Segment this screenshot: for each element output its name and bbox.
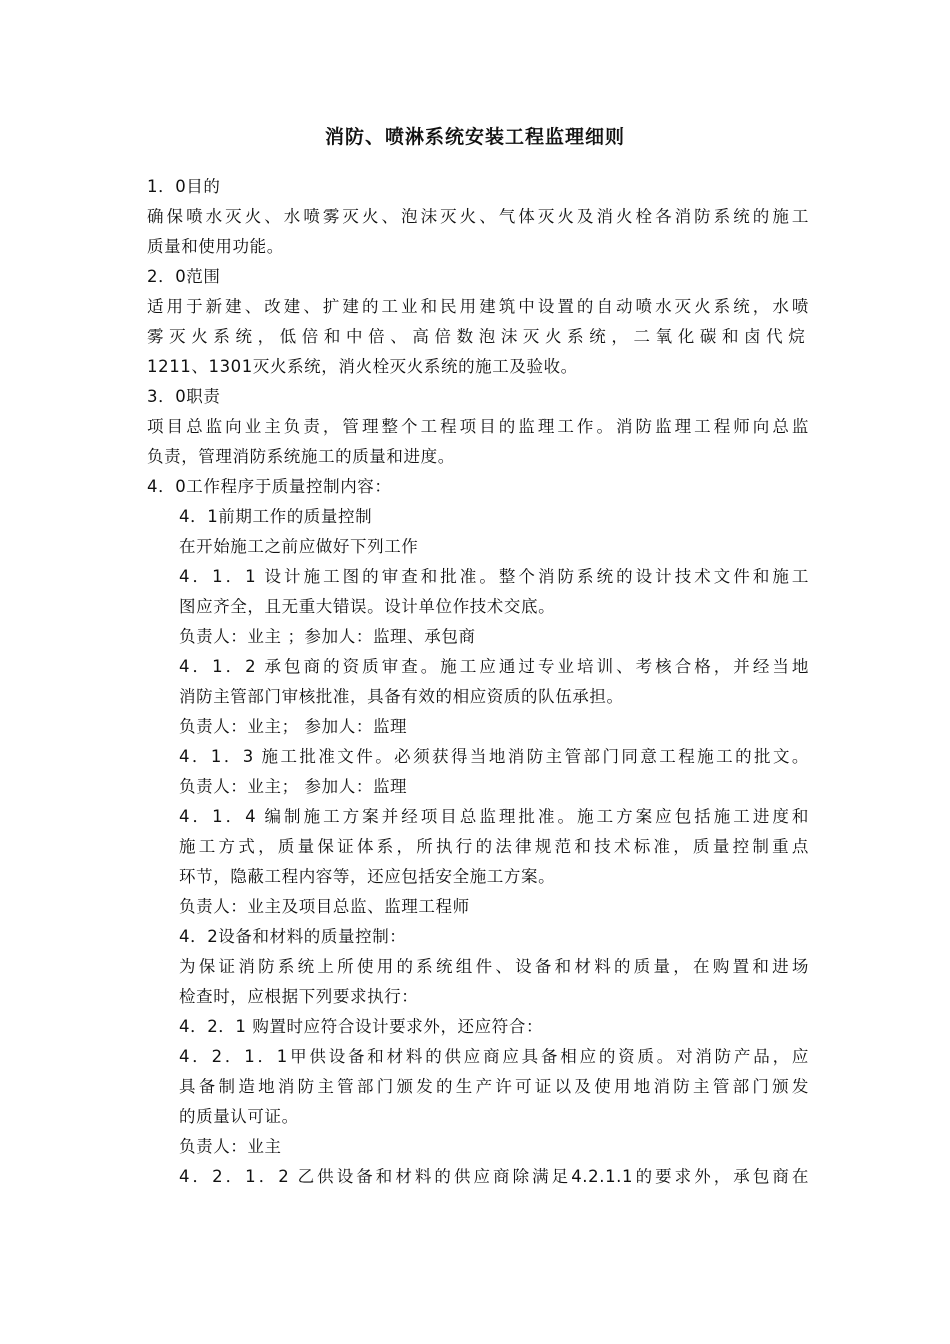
- responsible-party-line: 负责人：业主: [179, 1137, 282, 1156]
- clause-line: 4．1．2 承包商的资质审查。施工应通过专业培训、考核合格，并经当地: [179, 657, 809, 676]
- subsection-heading: 4．2设备和材料的质量控制：: [179, 927, 407, 946]
- responsible-party-line: 负责人：业主 ；参加人：监理、承包商: [179, 627, 476, 646]
- clause-line: 4．1．3 施工批准文件。必须获得当地消防主管部门同意工程施工的批文。: [179, 747, 809, 766]
- paragraph-line: 负责，管理消防系统施工的质量和进度。: [147, 447, 455, 466]
- responsible-party-line: 负责人：业主； 参加人：监理: [179, 777, 408, 796]
- section-heading-procedure: 4．0工作程序于质量控制内容：: [147, 477, 392, 496]
- clause-line: 消防主管部门审核批准，具备有效的相应资质的队伍承担。: [179, 687, 624, 706]
- paragraph-line: 检查时，应根据下列要求执行：: [179, 987, 419, 1006]
- clause-line: 4．2．1．1甲供设备和材料的供应商应具备相应的资质。对消防产品，应: [179, 1047, 809, 1066]
- section-heading-responsibility: 3．0职责: [147, 387, 221, 406]
- paragraph-line: 适用于新建、改建、扩建的工业和民用建筑中设置的自动喷水灭火系统，水喷: [147, 297, 809, 316]
- clause-line: 施工方式，质量保证体系，所执行的法律规范和技术标准，质量控制重点: [179, 837, 809, 856]
- paragraph-line: 项目总监向业主负责，管理整个工程项目的监理工作。消防监理工程师向总监: [147, 417, 809, 436]
- document-body: [147, 172, 809, 1192]
- paragraph-line: 1211、1301灭火系统，消火栓灭火系统的施工及验收。: [147, 357, 578, 376]
- clause-line: 4．2．1．2 乙供设备和材料的供应商除满足4.2.1.1的要求外，承包商在: [179, 1167, 809, 1186]
- clause-line: 具备制造地消防主管部门颁发的生产许可证以及使用地消防主管部门颁发: [179, 1077, 809, 1096]
- responsible-party-line: 负责人：业主及项目总监、监理工程师: [179, 897, 470, 916]
- clause-line: 4．1．1 设计施工图的审查和批准。整个消防系统的设计技术文件和施工: [179, 567, 809, 586]
- subsection-heading: 4．1前期工作的质量控制: [179, 507, 373, 526]
- paragraph-line: 质量和使用功能。: [147, 237, 284, 256]
- document-title: 消防、喷淋系统安装工程监理细则: [324, 126, 625, 148]
- clause-line: 4．1．4 编制施工方案并经项目总监理批准。施工方案应包括施工进度和: [179, 807, 809, 826]
- paragraph-line: 为保证消防系统上所使用的系统组件、设备和材料的质量，在购置和进场: [179, 957, 809, 976]
- paragraph-line: 雾灭火系统，低倍和中倍、高倍数泡沫灭火系统，二氧化碳和卤代烷: [147, 327, 809, 346]
- section-heading-scope: 2．0范围: [147, 267, 221, 286]
- clause-line: 的质量认可证。: [179, 1107, 299, 1126]
- clause-line: 环节，隐蔽工程内容等，还应包括安全施工方案。: [179, 867, 556, 886]
- paragraph-line: 在开始施工之前应做好下列工作: [179, 537, 419, 556]
- clause-line: 图应齐全，且无重大错误。设计单位作技术交底。: [179, 597, 556, 616]
- clause-line: 4．2．1 购置时应符合设计要求外，还应符合：: [179, 1017, 544, 1036]
- paragraph-line: 确保喷水灭火、水喷雾灭火、泡沫灭火、气体灭火及消火栓各消防系统的施工: [147, 207, 809, 226]
- responsible-party-line: 负责人：业主； 参加人：监理: [179, 717, 408, 736]
- section-heading-purpose: 1．0目的: [147, 177, 221, 196]
